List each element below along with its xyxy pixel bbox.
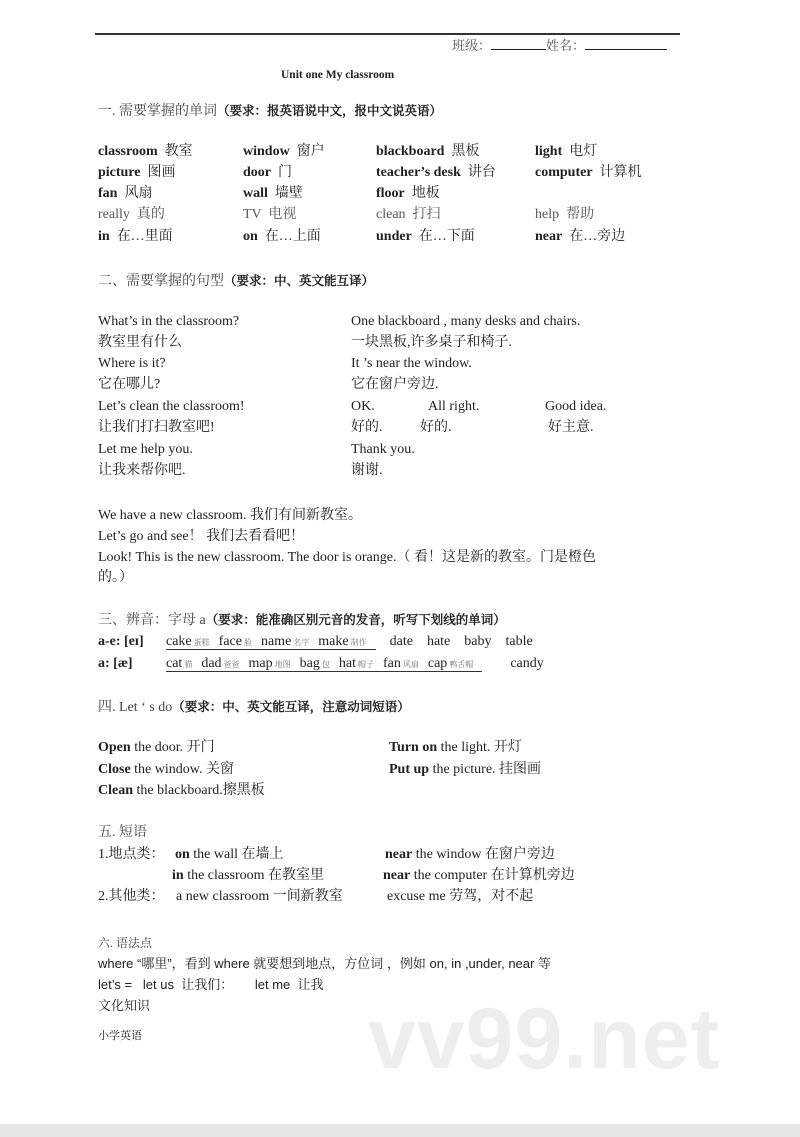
phrase bbox=[172, 867, 324, 885]
sec5-heading: 五. 短语 bbox=[98, 825, 147, 840]
doc-title: Unit one My classroom bbox=[281, 69, 395, 81]
sentence: 一块黑板,许多桌子和椅子. bbox=[351, 335, 512, 350]
phonics-meaning: 名字 bbox=[291, 638, 312, 647]
sentence: 谢谢. bbox=[351, 463, 383, 478]
vocab-item bbox=[98, 206, 165, 224]
sentence: 它在窗户旁边. bbox=[351, 377, 439, 392]
vocab-meaning: 真的 bbox=[129, 207, 165, 222]
vocab-word: door bbox=[243, 165, 271, 180]
preposition: near bbox=[383, 868, 411, 883]
category-label: 1.地点类： bbox=[98, 847, 165, 862]
verb: Put up bbox=[389, 762, 430, 777]
vocab-item bbox=[98, 164, 176, 182]
phonics-word: baby bbox=[464, 634, 492, 649]
preposition: on bbox=[175, 847, 190, 862]
sentence: 教室里有什么 bbox=[98, 335, 182, 350]
vocab-word: really bbox=[98, 207, 130, 222]
class-name-fields bbox=[452, 37, 667, 55]
footer-label: 小学英语 bbox=[98, 1030, 142, 1042]
phrase bbox=[383, 867, 575, 885]
name-label: 姓名： bbox=[546, 38, 586, 53]
vocab-word: floor bbox=[376, 186, 405, 201]
vocab-item bbox=[243, 143, 325, 161]
phrase-rest: the wall 在墙上 bbox=[189, 847, 284, 862]
phonics-meaning: 帽子 bbox=[355, 660, 376, 669]
phonics-word: hate bbox=[426, 634, 451, 649]
underlined-words bbox=[166, 656, 482, 672]
vocab-word: wall bbox=[243, 186, 268, 201]
phonics-word: cake bbox=[166, 634, 192, 649]
vocab-meaning: 黑板 bbox=[444, 144, 480, 159]
vocab-meaning: 门 bbox=[271, 165, 292, 180]
vocab-meaning: 在…里面 bbox=[109, 229, 173, 244]
phonics-row-1 bbox=[166, 633, 533, 652]
vocab-word: light bbox=[535, 144, 563, 159]
verb: Open bbox=[98, 740, 131, 755]
vocab-item bbox=[535, 228, 625, 246]
grammar-line: where “哪里”，看到 where 就要想到地点，方位词 ，例如 on, in ,under, near 等 bbox=[98, 956, 551, 971]
sentence: 好的. bbox=[420, 420, 452, 435]
class-label: 班级： bbox=[452, 38, 492, 53]
phrase-rest: the classroom 在教室里 bbox=[183, 868, 325, 883]
phonics-word: dad bbox=[201, 656, 222, 671]
vocab-word: on bbox=[243, 229, 258, 244]
sentence: What’s in the classroom? bbox=[98, 314, 240, 329]
verb: Turn on bbox=[389, 740, 438, 755]
paragraph-line: Look! This is the new classroom. The door is orange.（ 看！这是新的教室。门是橙色 bbox=[98, 550, 596, 565]
heading-text: 二、需要掌握的句型 bbox=[98, 274, 224, 289]
vocab-word: help bbox=[535, 207, 560, 222]
sentence: One blackboard , many desks and chairs. bbox=[351, 314, 581, 329]
phrase-rest: the blackboard.擦黑板 bbox=[133, 783, 265, 798]
vocab-meaning: 墙壁 bbox=[267, 186, 303, 201]
vocab-item bbox=[98, 143, 193, 161]
vocab-word: teacher’s desk bbox=[376, 165, 461, 180]
bottom-strip bbox=[0, 1124, 800, 1137]
sentence: Let’s clean the classroom! bbox=[98, 399, 245, 414]
phonics-word: table bbox=[505, 634, 533, 649]
vocab-meaning: 在…旁边 bbox=[562, 229, 626, 244]
culture-heading: 文化知识 bbox=[98, 998, 151, 1013]
sentence: Good idea. bbox=[545, 399, 607, 414]
action-phrase bbox=[389, 761, 541, 779]
vocab-word: blackboard bbox=[376, 144, 445, 159]
underlined-words bbox=[166, 634, 376, 650]
phonics-meaning: 猫 bbox=[182, 660, 195, 669]
sentence: Let me help you. bbox=[98, 442, 193, 457]
paragraph-line: We have a new classroom. 我们有间新教室。 bbox=[98, 508, 363, 523]
vocab-word: fan bbox=[98, 186, 118, 201]
requirement: （要求：能准确区别元音的发音，听写下划线的单词） bbox=[205, 613, 506, 627]
phrase: a new classroom 一间新教室 bbox=[176, 889, 343, 904]
phonics-meaning: 地图 bbox=[272, 660, 293, 669]
vocab-meaning: 电视 bbox=[261, 207, 297, 222]
phrase-rest: the window. 关窗 bbox=[130, 762, 234, 777]
phrase-rest: the window 在窗户旁边 bbox=[412, 847, 555, 862]
vocab-item bbox=[243, 228, 321, 246]
vocab-item bbox=[376, 143, 479, 161]
vocab-word: under bbox=[376, 229, 412, 244]
sec1-heading bbox=[98, 102, 442, 121]
phonics-meaning: 蛋糕 bbox=[191, 638, 212, 647]
phonics-word: cat bbox=[166, 656, 183, 671]
phonics-meaning: 制作 bbox=[348, 638, 369, 647]
vocab-item bbox=[98, 185, 152, 203]
sec2-heading bbox=[98, 272, 374, 291]
requirement: （要求：报英语说中文，报中文说英语） bbox=[217, 104, 443, 118]
phonics-word: candy bbox=[510, 656, 544, 671]
phonics-word: fan bbox=[382, 656, 401, 671]
vocab-word: window bbox=[243, 144, 290, 159]
vocab-word: clean bbox=[376, 207, 406, 222]
sec3-heading bbox=[98, 611, 506, 630]
vocab-item bbox=[98, 228, 173, 246]
vocab-item bbox=[243, 206, 296, 224]
vocab-meaning: 计算机 bbox=[592, 165, 642, 180]
sentence: It ’s near the window. bbox=[351, 356, 472, 371]
phonics-word: map bbox=[248, 656, 273, 671]
verb: Close bbox=[98, 762, 131, 777]
phonics-meaning: 爸爸 bbox=[221, 660, 242, 669]
phonics-row-2 bbox=[166, 655, 544, 674]
vocab-word: TV bbox=[243, 207, 262, 222]
grammar-line: let’s = let us 让我们： let me 让我 bbox=[98, 977, 324, 992]
heading-text: 一. 需要掌握的单词 bbox=[98, 104, 217, 119]
vocab-item bbox=[535, 206, 594, 224]
vocab-word: near bbox=[535, 229, 563, 244]
action-phrase bbox=[98, 782, 265, 800]
name-blank[interactable] bbox=[585, 37, 667, 50]
top-rule bbox=[95, 33, 680, 35]
sentence: All right. bbox=[428, 399, 480, 414]
phonics-meaning: 鸭舌帽 bbox=[447, 660, 476, 669]
phrase bbox=[175, 846, 284, 864]
phonics-word: cap bbox=[427, 656, 448, 671]
paragraph-line: Let’s go and see！ 我们去看看吧！ bbox=[98, 529, 305, 544]
vocab-meaning: 帮助 bbox=[559, 207, 595, 222]
phonics-word: date bbox=[389, 634, 413, 649]
phonics-word: face bbox=[218, 634, 242, 649]
vocab-meaning: 地板 bbox=[404, 186, 440, 201]
sentence: 好主意. bbox=[548, 420, 594, 435]
vocab-word: computer bbox=[535, 165, 593, 180]
vocab-word: in bbox=[98, 229, 110, 244]
vocab-item bbox=[376, 228, 475, 246]
sentence: OK. bbox=[351, 399, 375, 414]
sentence: 好的. bbox=[351, 420, 383, 435]
heading-text: 四. Let ‘ s do bbox=[98, 700, 173, 715]
vocab-meaning: 打扫 bbox=[405, 207, 441, 222]
preposition: near bbox=[385, 847, 413, 862]
action-phrase bbox=[389, 739, 522, 757]
vocab-item bbox=[535, 143, 597, 161]
vocab-meaning: 风扇 bbox=[117, 186, 153, 201]
phrase-rest: the computer 在计算机旁边 bbox=[410, 868, 575, 883]
sec6-heading: 六. 语法点 bbox=[98, 936, 153, 950]
vocab-meaning: 窗户 bbox=[289, 144, 325, 159]
action-phrase bbox=[98, 761, 234, 779]
phrase-rest: the picture. 挂图画 bbox=[429, 762, 542, 777]
phrase bbox=[385, 846, 555, 864]
vocab-item bbox=[376, 206, 441, 224]
action-phrase bbox=[98, 739, 215, 757]
vocab-meaning: 电灯 bbox=[562, 144, 598, 159]
vocab-item bbox=[243, 185, 303, 203]
sentence: Where is it? bbox=[98, 356, 166, 371]
requirement: （要求：中、英文能互译，注意动词短语） bbox=[172, 700, 410, 714]
class-blank[interactable] bbox=[491, 37, 546, 50]
watermark: vv99.net bbox=[368, 991, 721, 1087]
sentence: 让我来帮你吧. bbox=[98, 463, 186, 478]
vocab-item bbox=[376, 164, 496, 182]
vocab-meaning: 教室 bbox=[157, 144, 193, 159]
heading-text: 三、辨音：字母 a bbox=[98, 613, 206, 628]
sentence: Thank you. bbox=[351, 442, 415, 457]
preposition: in bbox=[172, 868, 184, 883]
vocab-word: picture bbox=[98, 165, 141, 180]
vocab-meaning: 在…下面 bbox=[411, 229, 475, 244]
vocab-item bbox=[243, 164, 292, 182]
paragraph-line: 的。） bbox=[98, 570, 133, 585]
vocab-item bbox=[535, 164, 642, 182]
phonics-label: a: [æ] bbox=[98, 656, 133, 671]
phonics-word: hat bbox=[338, 656, 356, 671]
vocab-word: classroom bbox=[98, 144, 158, 159]
phonics-meaning: 风扇 bbox=[400, 660, 421, 669]
vocab-meaning: 讲台 bbox=[460, 165, 496, 180]
phonics-label: a-e: [eɪ] bbox=[98, 634, 144, 649]
phonics-word: bag bbox=[299, 656, 320, 671]
vocab-item bbox=[376, 185, 440, 203]
sec4-heading bbox=[98, 698, 410, 717]
phrase: excuse me 劳驾，对不起 bbox=[387, 889, 534, 904]
phrase-rest: the light. 开灯 bbox=[437, 740, 522, 755]
phonics-meaning: 包 bbox=[319, 660, 332, 669]
sentence: 让我们打扫教室吧! bbox=[98, 420, 215, 435]
phonics-word: make bbox=[318, 634, 349, 649]
vocab-meaning: 图画 bbox=[140, 165, 176, 180]
sentence: 它在哪儿? bbox=[98, 377, 161, 392]
phonics-meaning: 脸 bbox=[241, 638, 254, 647]
requirement: （要求：中、英文能互译） bbox=[224, 274, 375, 288]
vocab-meaning: 在…上面 bbox=[257, 229, 321, 244]
verb: Clean bbox=[98, 783, 133, 798]
phrase-rest: the door. 开门 bbox=[130, 740, 215, 755]
phonics-word: name bbox=[260, 634, 292, 649]
category-label: 2.其他类： bbox=[98, 889, 165, 904]
